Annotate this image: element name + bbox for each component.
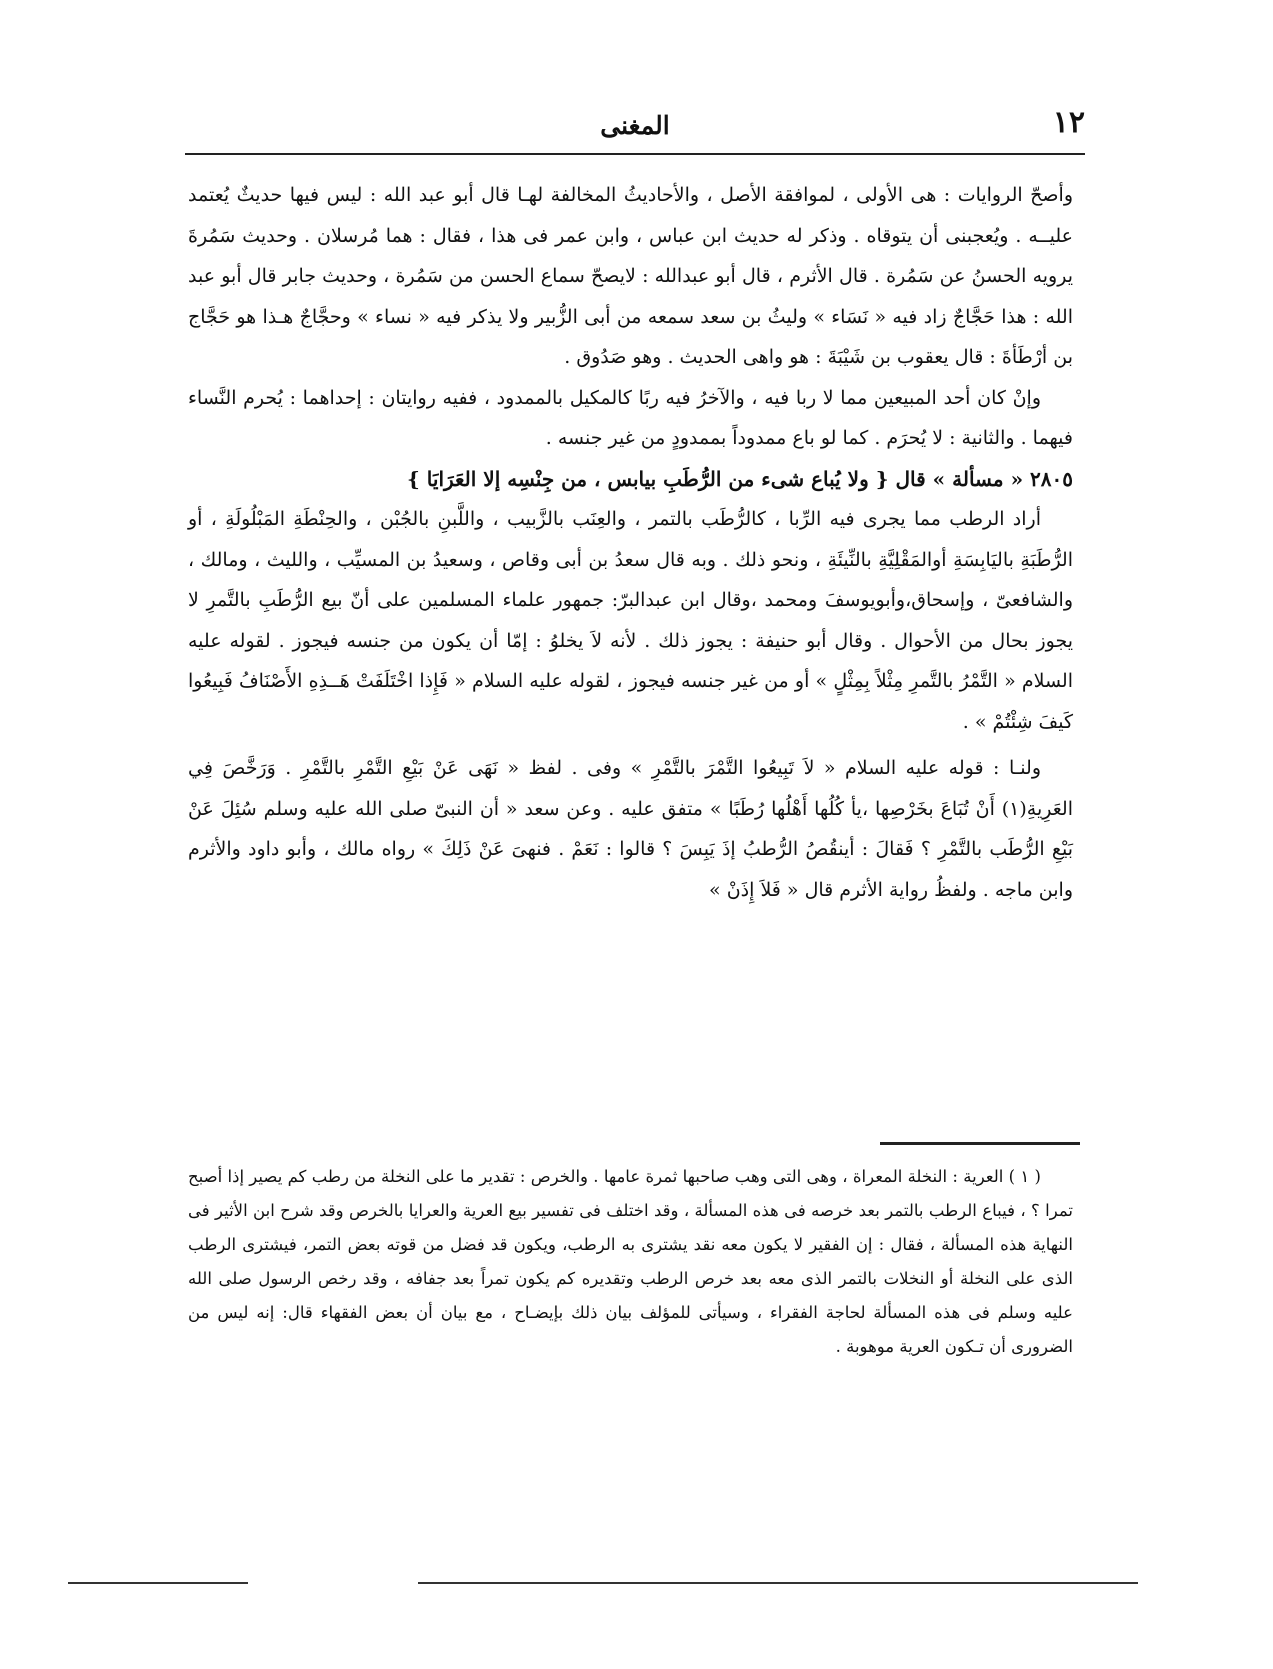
masala-heading: ٢٨٠٥ « مسألة » قال { ولا يُباع شىء من الرُّطَبِ بيابس ، من جِنْسِه إلا العَرَايَا } bbox=[406, 466, 1073, 491]
page-number: ١٢ bbox=[1052, 105, 1085, 140]
page-header bbox=[185, 105, 1085, 149]
paragraph-evidence: ولنـا : قوله عليه السلام « لاَ تَبِيعُوا التَّمْرَ بالتَّمْرِ » وفى . لفظ « نَهَى عَنْ بَيْعِ التَّمْرِ بالتَّمْرِ . وَرَخَّصَ فِي العَرِيةِ(١) أَنْ تُبَاعَ بخَرْصِها ،يأ كُلُها أَهْلُها رُطَبًا » متفق عليه . وعن سعد « أن النبىّ صلى الله عليه وسلم سُئِلَ عَنْ بَيْعِ الرُّطَب بالتَّمْرِ ؟ فَقالَ : أينقُصُ الرُّطبُ إذَ يَبِسَ ؟ قالوا : نَعَمْ . فنهىَ عَنْ ذَلِكَ » رواه مالك ، وأبو داود والأثرم وابن ماجه . ولفظُ رواية الأثرم قال « فَلاَ إِذَنْ » bbox=[188, 757, 1073, 901]
running-title: المغنى bbox=[600, 111, 670, 140]
footnote-text: ( ١ ) العرية : النخلة المعراة ، وهى التى وهب صاحبها ثمرة عامها . والخرص : تقدير ما على النخلة من رطب كم يصير إذا أصبح تمرا ؟ ، فيباع الرطب بالتمر بعد خرصه فى هذه المسألة ، وقد اختلف فى تفسير بيع العرية والعرايا بالخرص وقد شرح ابن الأثير فى النهاية هذه المسألة ، فقال : إن الفقير لا يكون معه نقد يشترى به الرطب، ويكون قد فضل من قوته بعض التمر، فيشترى الرطب الذى على النخلة أو النخلات بالتمر الذى معه بعد خرص الرطب وتقديره كم يكون تمراً بعد جفافه ، وقد رخص الرسول صلى الله عليه وسلم فى هذه المسألة لحاجة الفقراء ، وسيأتى للمؤلف بيان ذلك بإيضـاح ، مع بيان أن بعض الفقهاء قال: إنه ليس من الضرورى أن تـكون العرية موهوبة . bbox=[188, 1167, 1073, 1356]
header-divider bbox=[185, 153, 1085, 155]
bottom-rule-right bbox=[418, 1582, 1138, 1584]
paragraph-isnad-discussion: وأصحّ الروايات : هى الأولى ، لموافقة الأصل ، والأحاديثُ المخالفة لهـا قال أبو عبد الله : ليس فيها حديثٌ يُعتمد عليــه . ويُعجبنى أن يتوقاه . وذكر له حديث ابن عباس ، وابن عمر فى هذا ، فقال : هما مُرسلان . وحديث سَمُرةَ يرويه الحسنُ عن سَمُرة . قال الأثرم ، قال أبو عبدالله : لايصحّ سماع الحسن من سَمُرة ، وحديث جابر قال أبو عبد الله : هذا حَجَّاجٌ زاد فيه « نَسَاء » وليثُ بن سعد سمعه من أبى الزُّبير ولا يذكر فيه « نساء » وحجَّاجٌ هـذا هو حَجَّاج بن أرْطَأةَ : قال يعقوب بن شَيْبَةَ : هو واهى الحديث . وهو صَدُوق . bbox=[188, 184, 1073, 368]
paragraph-ruling-explanation: أراد الرطب مما يجرى فيه الرِّبا ، كالرُّطَب بالتمر ، والعِنَب بالزَّبيب ، واللَّبنِ بالجُبْن ، والحِنْطَةِ المَبْلُولَةِ ، أو الرُّطَبَةِ باليَابِسَةِ أوالمَقْلِيَّةِ بالنِّيئَةِ ، ونحو ذلك . وبه قال سعدُ بن أبى وقاص ، وسعيدُ بن المسيِّب ، والليث ، ومالك ، والشافعىّ ، وإسحاق،وأبويوسفَ ومحمد ،وقال ابن عبدالبرّ: جمهور علماء المسلمين على أنّ بيع الرُّطَبِ بالتَّمرِ لا يجوز بحال من الأحوال . وقال أبو حنيفة : يجوز ذلك . لأنه لاَ يخلوُ : إمّا أن يكون من جنسه فيجوز . لقوله عليه السلام « التَّمْرُ بالتَّمرِ مِثْلاً بِمِثْلٍ » أو من غير جنسه فيجوز ، لقوله عليه السلام « فَإِذا اخْتَلَفَتْ هَــذِهِ الأَصْنَافُ فَبِيعُوا كَيفَ شِئْتُمْ » . bbox=[188, 508, 1073, 733]
footnote-divider bbox=[880, 1142, 1080, 1145]
main-text bbox=[188, 175, 1073, 910]
footnote bbox=[188, 1160, 1073, 1364]
paragraph-two-narrations: وإنْ كان أحد المبيعين مما لا ربا فيه ، والآخرُ فيه ربًا كالمكيل بالممدود ، ففيه روايتان : إحداهما : يُحرم النَّساء فيهما . والثانية : لا يُحرَم . كما لو باع ممدوداً بممدودٍ من غير جنسه . bbox=[188, 386, 1073, 449]
bottom-rule-left bbox=[68, 1582, 248, 1584]
